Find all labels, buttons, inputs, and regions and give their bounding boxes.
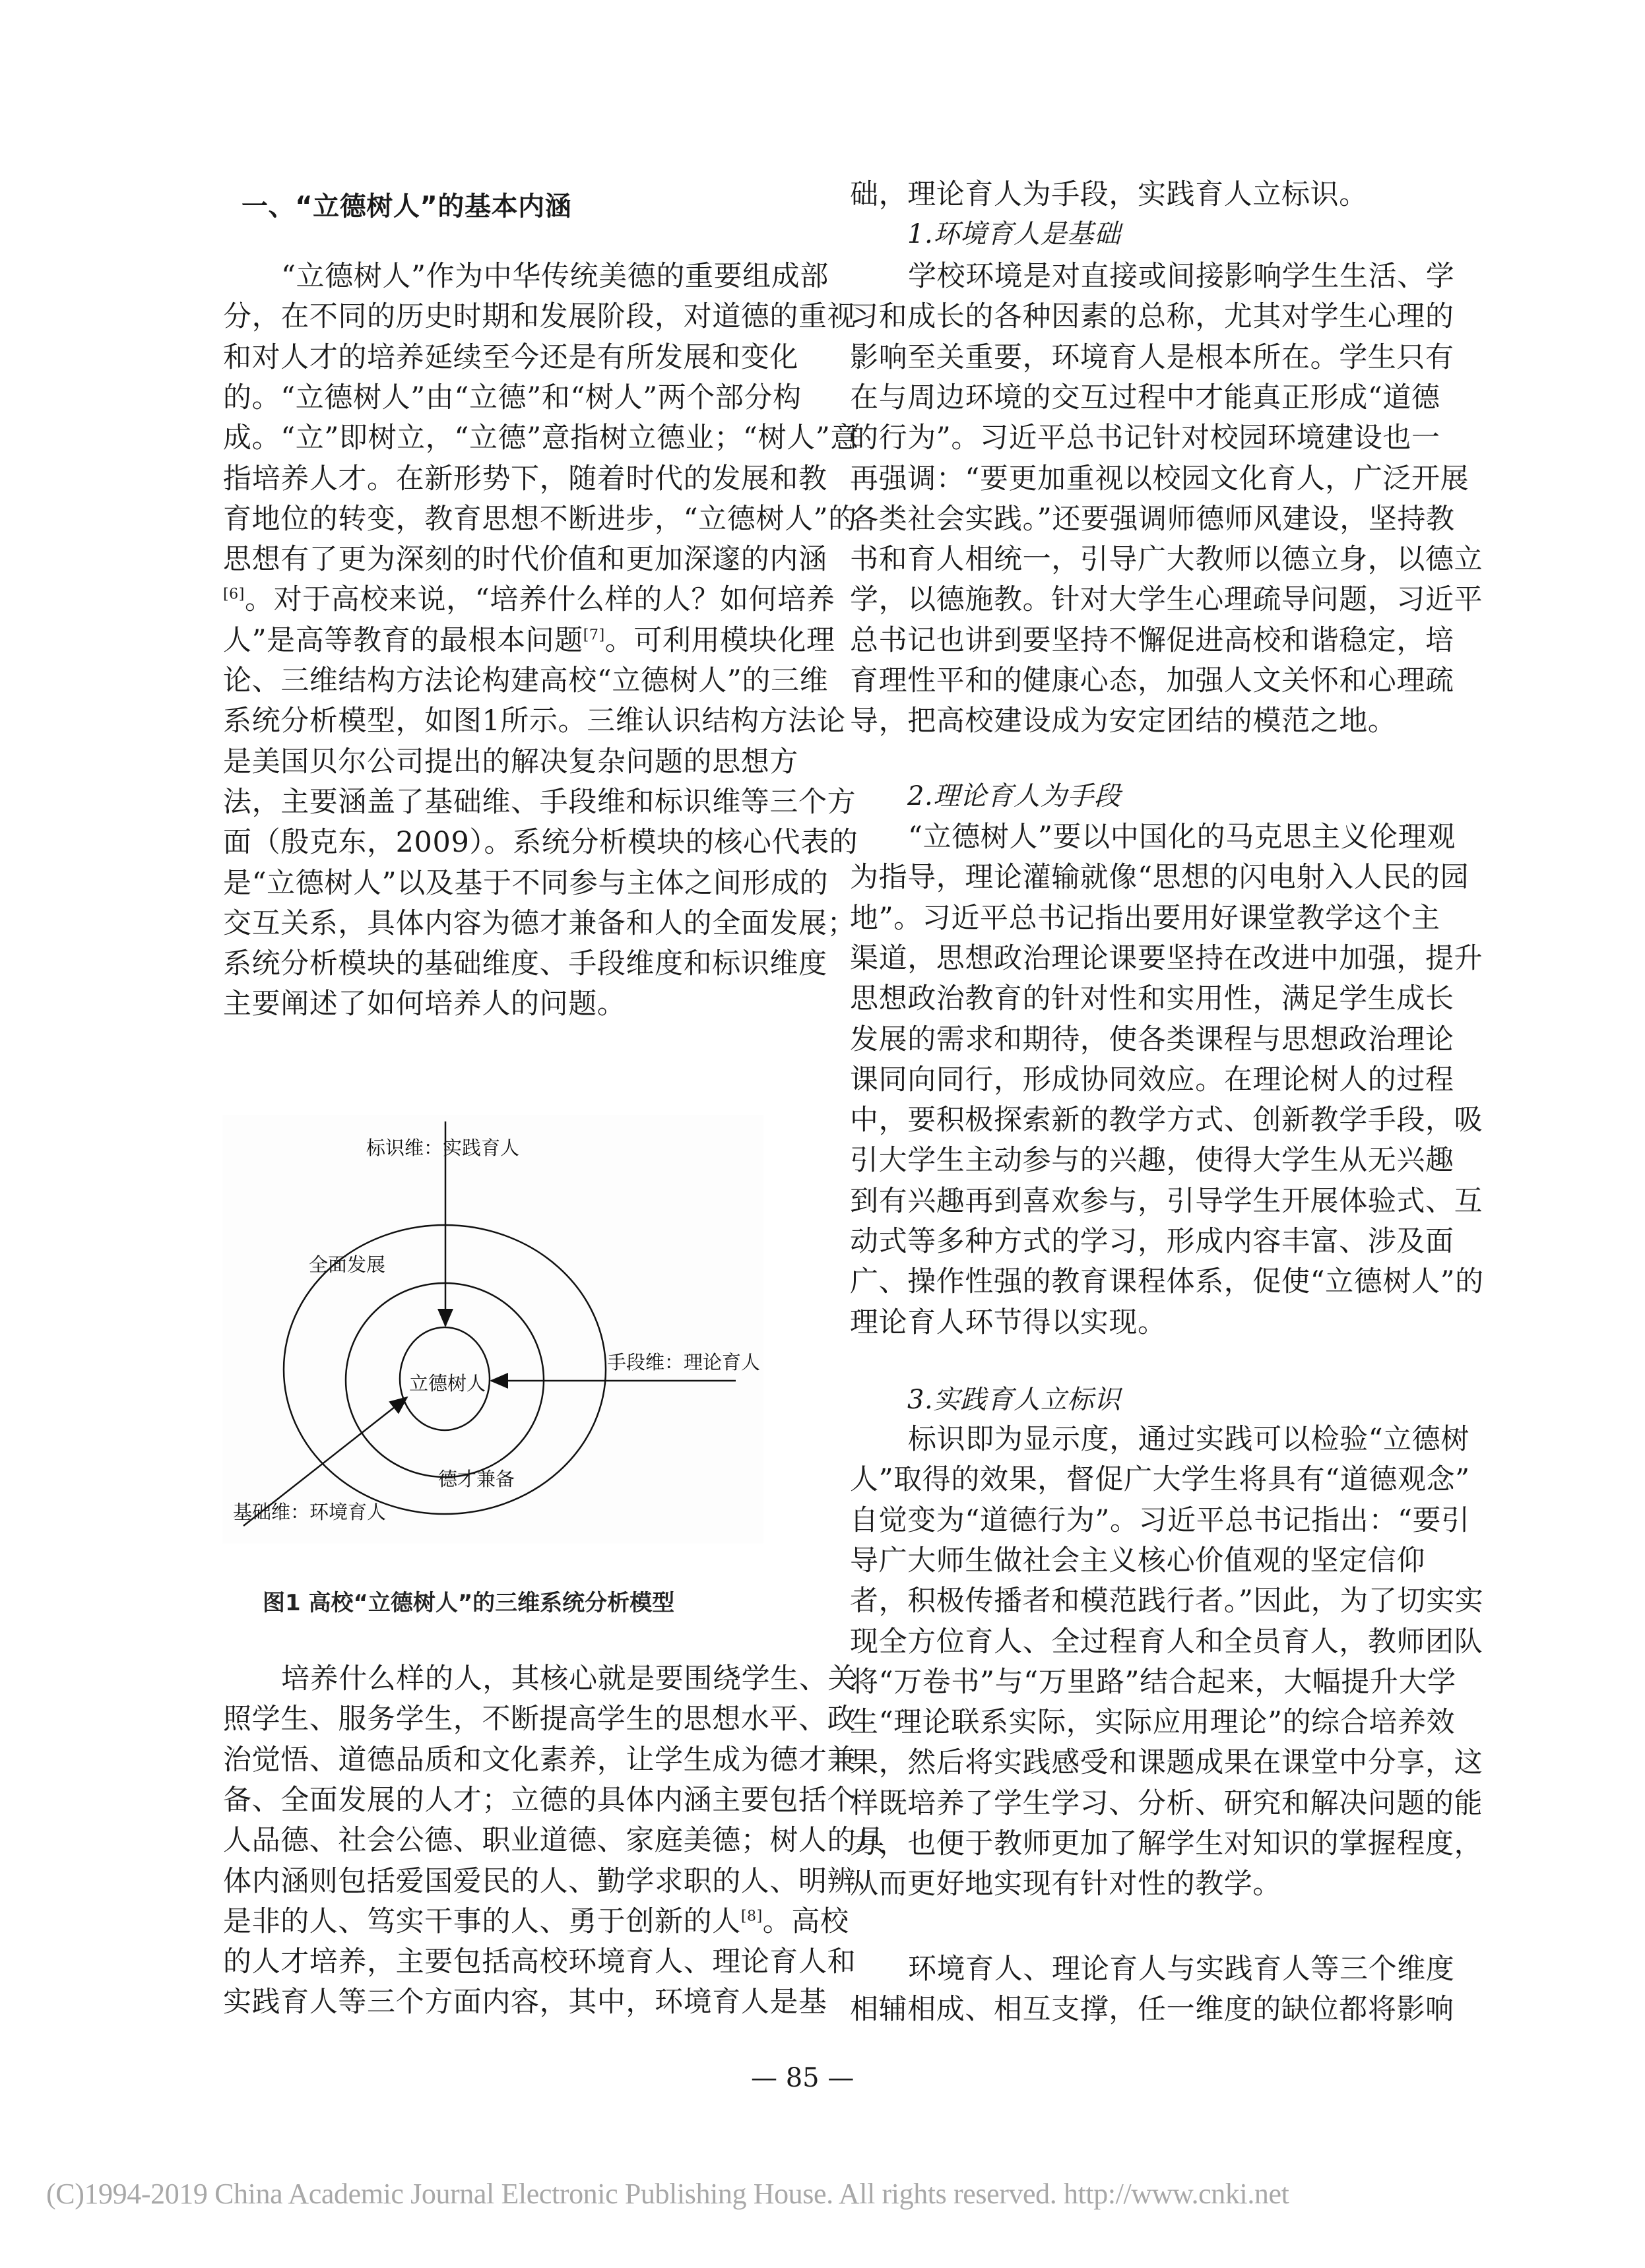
middle-ring-label: 德才兼备: [438, 1468, 515, 1490]
text-line: 影响至关重要，环境育人是根本所在。学生只有: [850, 340, 1454, 374]
text-line: 论、三维结构方法论构建高校“立德树人”的三维: [223, 664, 829, 697]
text-line: 者，积极传播者和模范践行者。”因此，为了切实实: [850, 1585, 1484, 1618]
text-line: 的人才培养，主要包括高校环境育人、理论育人和: [223, 1945, 856, 1979]
text-line: 是“立德树人”以及基于不同参与主体之间形成的: [223, 866, 829, 900]
text-line: 导，把高校建设成为安定团结的模范之地。: [850, 705, 1397, 738]
text-line: 法，主要涵盖了基础维、手段维和标识维等三个方: [223, 785, 856, 819]
text-line: 到有兴趣再到喜欢参与，引导学生开展体验式、互: [850, 1184, 1483, 1218]
copyright-notice: (C)1994-2019 China Academic Journal Electronic Publishing House. All rights reserved. http://www.cnki.net: [46, 2178, 1289, 2210]
text-line: 将“万卷书”与“万里路”结合起来，大幅提升大学: [850, 1665, 1456, 1699]
text-line: 再强调：“要更加重视以校园文化育人，广泛开展: [850, 462, 1469, 495]
subsection-title-2: 2.理论育人为手段: [907, 781, 1121, 811]
text-line: 和对人才的培养延续至今还是有所发展和变化: [223, 340, 798, 374]
text-line: 的行为”。习近平总书记针对校园环境建设也一: [850, 422, 1440, 455]
text-line: 习和成长的各种因素的总称，尤其对学生心理的: [850, 300, 1454, 334]
text-line: 导广大师生做社会主义核心价值观的坚定信仰: [850, 1544, 1425, 1577]
text-line: 主要阐述了如何培养人的问题。: [223, 988, 626, 1021]
text-line: 学校环境是对直接或间接影响学生生活、学: [908, 260, 1455, 293]
text-line: 体内涵则包括爱国爱民的人、勤学求职的人、明辨: [223, 1864, 856, 1898]
text-line: 生“理论联系实际，实际应用理论”的综合培养效: [850, 1706, 1456, 1740]
text-line: 为指导，理论灌输就像“思想的闪电射入人民的园: [850, 861, 1469, 895]
text-line: 渠道，思想政治理论课要坚持在改进中加强，提升: [850, 941, 1483, 975]
text-line: 标识即为显示度，通过实践可以检验“立德树: [908, 1423, 1469, 1456]
text-line: 动式等多种方式的学习，形成内容丰富、涉及面: [850, 1225, 1454, 1258]
text-line: 从而更好地实现有针对性的教学。: [850, 1868, 1281, 1901]
text-line: 人”取得的效果，督促广大学生将具有“道德观念”: [850, 1463, 1470, 1497]
text-line: 各类社会实践。”还要强调师德师风建设，坚持教: [850, 502, 1455, 536]
text-line: 系统分析模型，如图1所示。三维认识结构方法论: [223, 705, 846, 738]
subsection-title-1: 1.环境育人是基础: [907, 219, 1121, 249]
text-line: [6]。对于高校来说，“培养什么样的人？如何培养: [223, 583, 835, 617]
text-line: 中，要积极探索新的教学方式、创新教学手段，吸: [850, 1104, 1483, 1137]
text-line: “立德树人”要以中国化的马克思主义伦理观: [908, 821, 1456, 854]
text-line: 思想有了更为深刻的时代价值和更加深邃的内涵: [223, 543, 827, 577]
text-line: 现全方位育人、全过程育人和全员育人，教师团队: [850, 1625, 1483, 1658]
text-line: 发展的需求和期待，使各类课程与思想政治理论: [850, 1023, 1454, 1056]
text-line: 学，以德施教。针对大学生心理疏导问题，习近平: [850, 583, 1483, 617]
text-line: 理论育人环节得以实现。: [850, 1306, 1167, 1339]
text-line: 思想政治教育的针对性和实用性，满足学生成长: [850, 982, 1454, 1016]
section-heading: 一、“立德树人”的基本内涵: [242, 191, 572, 222]
text-line: 力，也便于教师更加了解学生对知识的掌握程度，: [850, 1827, 1483, 1860]
text-line: 书和育人相统一，引导广大教师以德立身，以德立: [850, 543, 1483, 577]
citation-marker: [7]: [583, 627, 605, 644]
citation-marker: [8]: [740, 1908, 763, 1925]
text-line: 是非的人、笃实干事的人、勇于创新的人[8]。高校: [223, 1905, 849, 1938]
center-label: 立德树人: [409, 1372, 486, 1395]
text-line: 样既培养了学生学习、分析、研究和解决问题的能: [850, 1786, 1483, 1820]
text-line: 治觉悟、道德品质和文化素养，让学生成为德才兼: [223, 1743, 856, 1777]
text-line: 分，在不同的历史时期和发展阶段，对道德的重视: [223, 300, 856, 334]
text-line: 的。“立德树人”由“立德”和“树人”两个部分构: [223, 381, 802, 414]
text-line: 育地位的转变，教育思想不断进步，“立德树人”的: [223, 502, 857, 536]
text-line: 自觉变为“道德行为”。习近平总书记指出：“要引: [850, 1503, 1470, 1537]
text-line: 指培养人才。在新形势下，随着时代的发展和教: [223, 462, 827, 495]
bottom-axis-label: 基础维：环境育人: [233, 1501, 387, 1523]
citation-marker: [6]: [223, 586, 245, 604]
text-line: 交互关系，具体内容为德才兼备和人的全面发展；: [223, 906, 856, 940]
text-line: 人”是高等教育的最根本问题[7]。可利用模块化理: [223, 623, 835, 657]
text-line: 课同向同行，形成协同效应。在理论树人的过程: [850, 1063, 1454, 1096]
text-line: 育理性平和的健康心态，加强人文关怀和心理疏: [850, 664, 1454, 697]
text-line: 总书记也讲到要坚持不懈促进高校和谐稳定，培: [850, 623, 1454, 657]
text-line: 环境育人、理论育人与实践育人等三个维度: [908, 1953, 1455, 1986]
text-line: 面（殷克东，2009）。系统分析模块的核心代表的: [223, 826, 858, 860]
page-number: — 85 —: [751, 2063, 855, 2093]
text-line: 相辅相成、相互支撑，任一维度的缺位都将影响: [850, 1993, 1454, 2027]
text-line: 地”。习近平总书记指出要用好课堂教学这个主: [850, 901, 1440, 935]
text-line: 是美国贝尔公司提出的解决复杂问题的思想方: [223, 745, 798, 778]
figure-1: [222, 1115, 763, 1544]
text-line: 培养什么样的人，其核心就是要围绕学生、关: [281, 1662, 856, 1695]
text-line: 成。“立”即树立，“立德”意指树立德业；“树人”意: [223, 422, 859, 455]
subsection-title-3: 3.实践育人立标识: [907, 1385, 1121, 1415]
text-line: 人品德、社会公德、职业道德、家庭美德；树人的具: [223, 1824, 885, 1858]
right-axis-label: 手段维：理论育人: [607, 1351, 761, 1373]
text-line: 果，然后将实践感受和课题成果在课堂中分享，这: [850, 1746, 1483, 1780]
text-line: 在与周边环境的交互过程中才能真正形成“道德: [850, 381, 1440, 414]
text-line: 备、全面发展的人才；立德的具体内涵主要包括个: [223, 1783, 856, 1817]
text-line: 系统分析模块的基础维度、手段维度和标识维度: [223, 947, 827, 981]
outer-ring-label: 全面发展: [309, 1253, 386, 1276]
text-line: 广、操作性强的教育课程体系，促使“立德树人”的: [850, 1265, 1484, 1299]
text-line: 引大学生主动参与的兴趣，使得大学生从无兴趣: [850, 1144, 1454, 1178]
text-line: 础，理论育人为手段，实践育人立标识。: [850, 178, 1368, 211]
figure-caption: 图1 高校“立德树人”的三维系统分析模型: [263, 1590, 675, 1616]
top-axis-label: 标识维：实践育人: [366, 1137, 520, 1159]
text-line: 实践育人等三个方面内容，其中，环境育人是基: [223, 1986, 827, 2019]
text-line: 照学生、服务学生，不断提高学生的思想水平、政: [223, 1703, 856, 1736]
text-line: “立德树人”作为中华传统美德的重要组成部: [281, 260, 829, 293]
